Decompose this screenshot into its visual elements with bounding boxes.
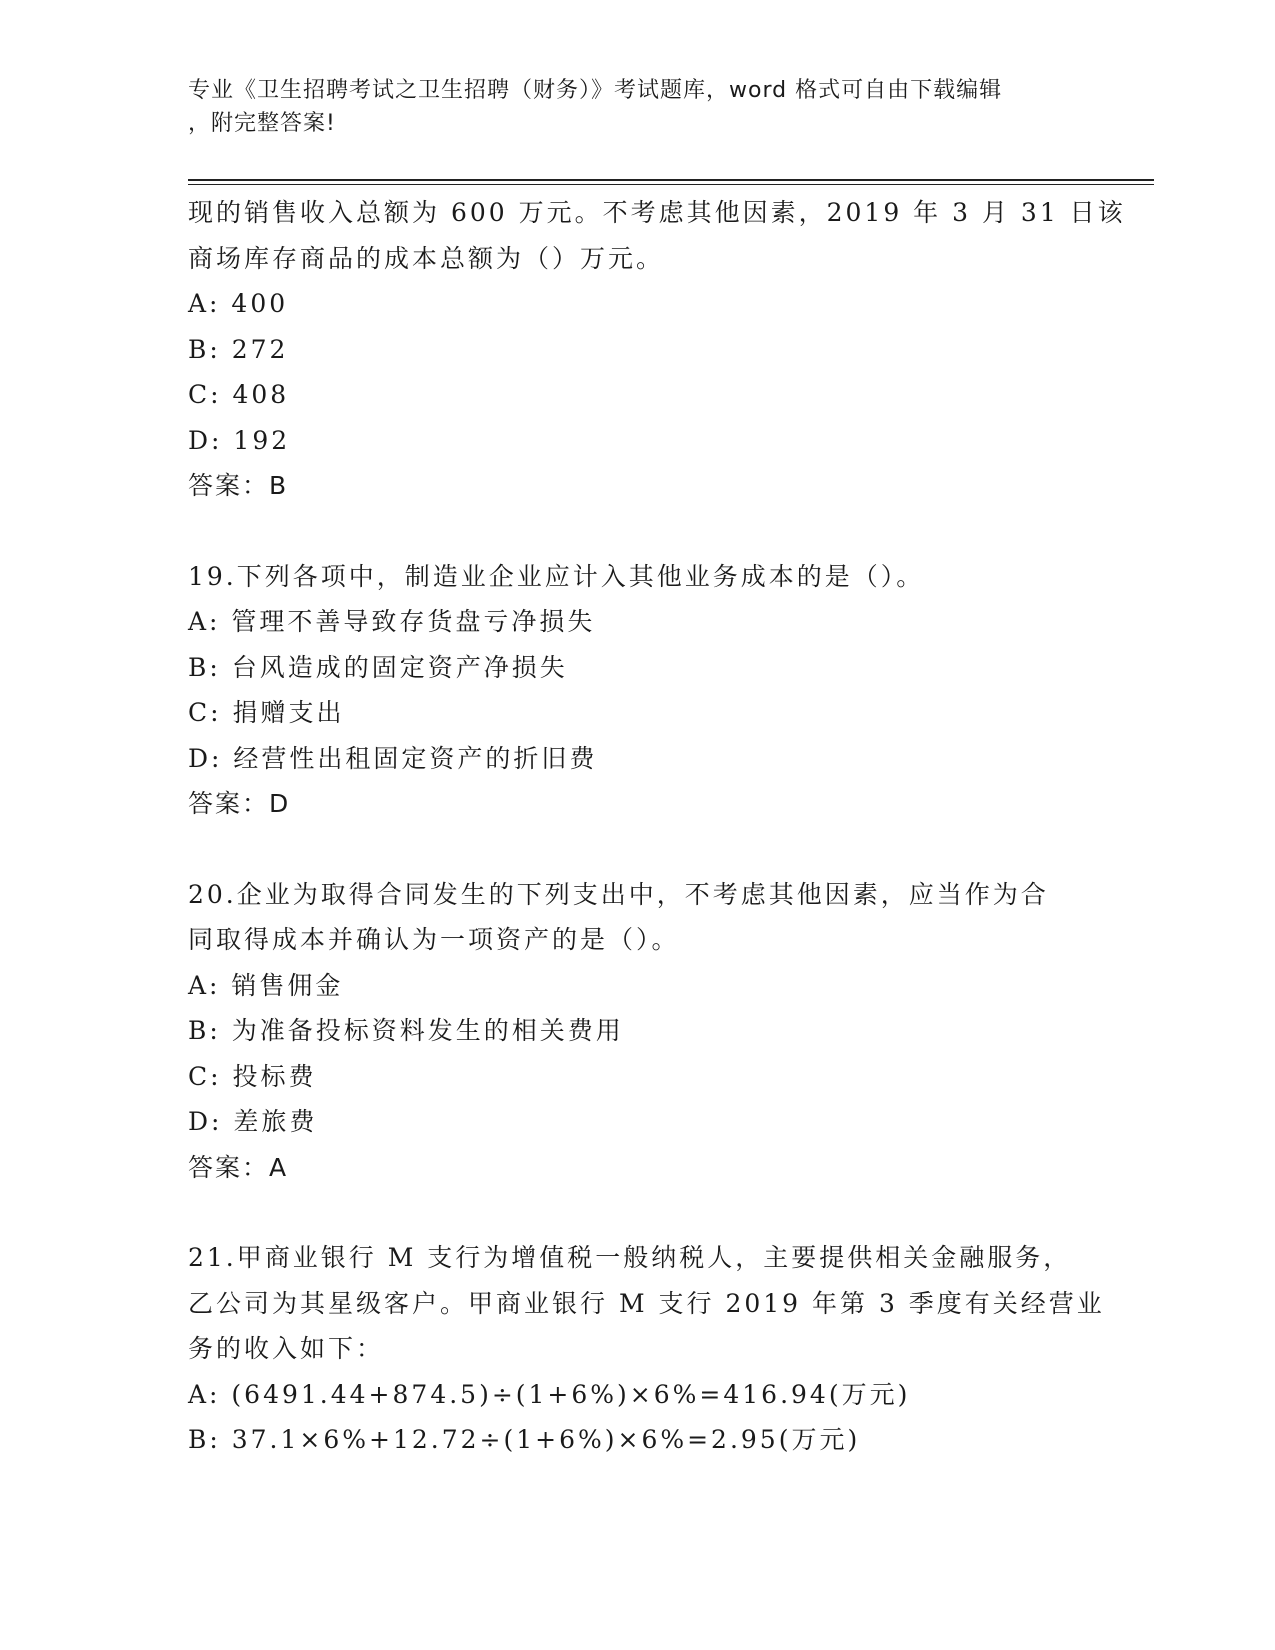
- option-c: C: 捐赠支出: [188, 698, 345, 727]
- option-c: C: 408: [188, 380, 290, 409]
- question-spacer: [188, 1190, 1088, 1235]
- header-rule-thick: [188, 179, 1154, 181]
- option-d: D: 192: [188, 425, 291, 455]
- question-20: [188, 872, 1088, 1191]
- option-d: D: 差旅费: [188, 1107, 318, 1136]
- header-line-2: ，附完整答案!: [188, 111, 336, 136]
- header-rule-thin: [188, 184, 1154, 185]
- question-stem-line: 同取得成本并确认为一项资产的是（）。: [188, 925, 680, 954]
- question-spacer: [188, 827, 1088, 872]
- question-stem-line: 现的销售收入总额为 600 万元。不考虑其他因素，2019 年 3 月 31 日该: [188, 198, 1126, 227]
- question-stem-line: 21.甲商业银行 M 支行为增值税一般纳税人，主要提供相关金融服务，: [188, 1243, 1072, 1272]
- question-stem-line: 商场库存商品的成本总额为（）万元。: [188, 243, 665, 273]
- header-line-1: 专业《卫生招聘考试之卫生招聘（财务）》考试题库，word 格式可自由下载编辑: [188, 78, 1003, 103]
- question-content: [188, 190, 1126, 1463]
- question-18: [188, 190, 1126, 509]
- option-b: B: 为准备投标资料发生的相关费用: [188, 1016, 624, 1045]
- option-b: B: 37.1×6%+12.72÷(1+6%)×6%=2.95(万元): [188, 1425, 861, 1454]
- option-b: B: 台风造成的固定资产净损失: [188, 652, 568, 682]
- answer-line: 答案：D: [188, 789, 291, 818]
- answer-line: 答案：B: [188, 471, 289, 500]
- option-a: A: (6491.44+874.5)÷(1+6%)×6%=416.94(万元): [188, 1379, 911, 1409]
- answer-line: 答案：A: [188, 1152, 289, 1182]
- document-header: [188, 74, 1088, 140]
- question-stem-line: 19.下列各项中，制造业企业应计入其他业务成本的是（）。: [188, 561, 925, 591]
- option-a: A: 管理不善导致存货盘亏净损失: [188, 607, 596, 636]
- option-d: D: 经营性出租固定资产的折旧费: [188, 743, 598, 773]
- option-b: B: 272: [188, 334, 289, 364]
- question-19: [188, 554, 1088, 827]
- option-c: C: 投标费: [188, 1061, 317, 1091]
- question-21: [188, 1235, 1105, 1463]
- option-a: A: 400: [188, 289, 289, 318]
- question-stem-line: 务的收入如下：: [188, 1334, 385, 1363]
- option-a: A: 销售佣金: [188, 970, 344, 1000]
- question-spacer: [188, 509, 1088, 554]
- question-stem-line: 20.企业为取得合同发生的下列支出中，不考虑其他因素，应当作为合: [188, 879, 1049, 909]
- question-stem-line: 乙公司为其星级客户。甲商业银行 M 支行 2019 年第 3 季度有关经营业: [188, 1288, 1105, 1318]
